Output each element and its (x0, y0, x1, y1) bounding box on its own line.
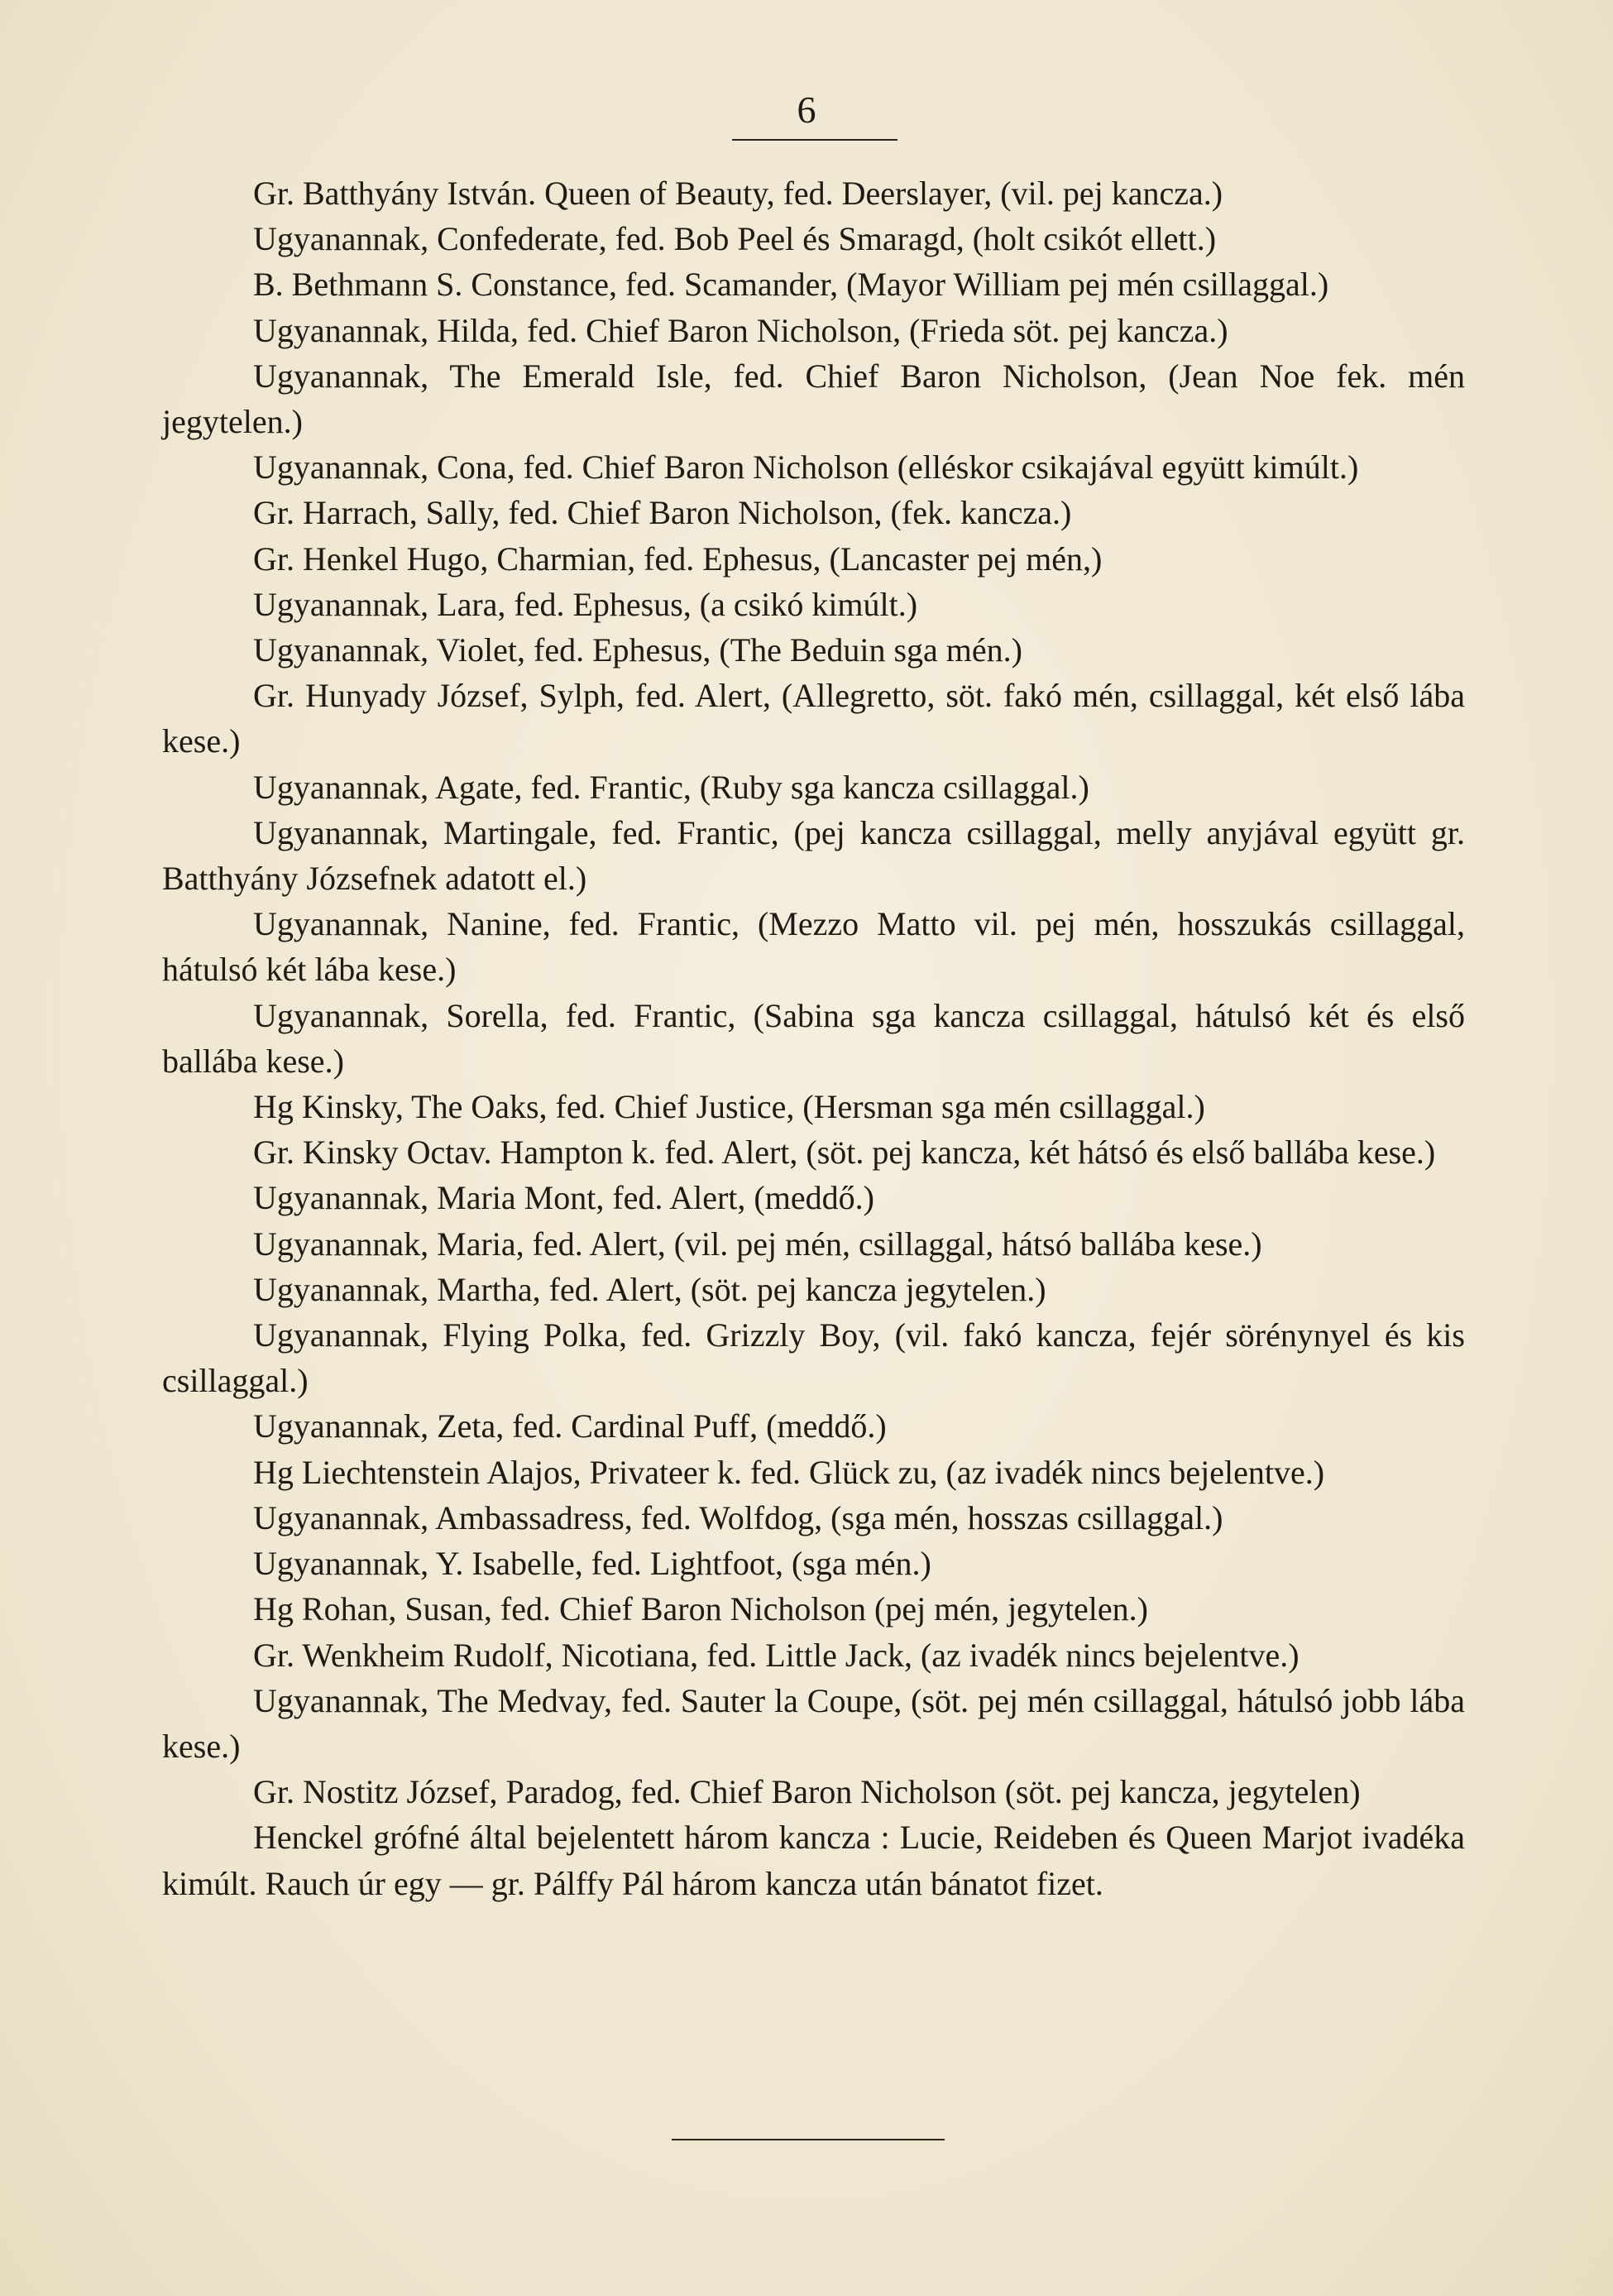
entry-item: Ugyanannak, Y. Isabelle, fed. Lightfoot, (sga mén.) (253, 1545, 931, 1583)
closing-paragraph: Henckel grófné által bejelentett három kancza : Lucie, Reideben és Queen Marjot ivadéka kimúlt. Rauch úr egy — gr. Pálffy Pál három kancza után bánatot fizet. (162, 1819, 1465, 1902)
entry-item: Hg Kinsky, The Oaks, fed. Chief Justice, (Hersman sga mén csillaggal.) (253, 1088, 1205, 1126)
entry-item: Ugyanannak, Hilda, fed. Chief Baron Nicholson, (Frieda söt. pej kancza.) (253, 311, 1228, 349)
entry-item: Ugyanannak, Agate, fed. Frantic, (Ruby sga kancza csillaggal.) (253, 768, 1089, 806)
entry-item: Gr. Harrach, Sally, fed. Chief Baron Nicholson, (fek. kancza.) (253, 494, 1072, 532)
entry-item: Ugyanannak, Zeta, fed. Cardinal Puff, (meddő.) (253, 1407, 887, 1445)
header-rule (732, 139, 897, 141)
entry-item: Ugyanannak, Martingale, fed. Frantic, (pej kancza csillaggal, melly anyjával együtt gr. Batthyány Józsefnek adatott el.) (162, 813, 1465, 898)
entry-item: Gr. Nostitz József, Paradog, fed. Chief Baron Nicholson (söt. pej kancza, jegytelen) (253, 1773, 1361, 1811)
entry-item: Gr. Wenkheim Rudolf, Nicotiana, fed. Little Jack, (az ivadék nincs bejelentve.) (253, 1636, 1299, 1674)
entry-item: Gr. Batthyány István. Queen of Beauty, fed. Deerslayer, (vil. pej kancza.) (253, 175, 1223, 212)
entry-item: Ugyanannak, Violet, fed. Ephesus, (The Beduin sga mén.) (253, 631, 1022, 669)
entry-item: Hg Rohan, Susan, fed. Chief Baron Nicholson (pej mén, jegytelen.) (253, 1590, 1148, 1628)
entry-item: Hg Liechtenstein Alajos, Privateer k. fed. Glück zu, (az ivadék nincs bejelentve.) (253, 1453, 1325, 1491)
entry-item: Ugyanannak, Maria, fed. Alert, (vil. pej mén, csillaggal, hátsó ballába kese.) (253, 1225, 1262, 1263)
entry-item: Gr. Kinsky Octav. Hampton k. fed. Alert, (söt. pej kancza, két hátsó és első ballába kese.) (253, 1134, 1436, 1172)
entry-item: Ugyanannak, Maria Mont, fed. Alert, (meddő.) (253, 1179, 874, 1217)
entry-item: Ugyanannak, Sorella, fed. Frantic, (Sabina sga kancza csillaggal, hátulsó két és első ballába kese.) (162, 996, 1465, 1080)
entry-item: B. Bethmann S. Constance, fed. Scamander, (Mayor William pej mén csillaggal.) (253, 266, 1329, 304)
footer-rule (672, 2139, 945, 2140)
entry-item: Gr. Hunyady József, Sylph, fed. Alert, (Allegretto, söt. fakó mén, csillaggal, két első lába kese.) (162, 677, 1465, 760)
entry-item: Ugyanannak, Confederate, fed. Bob Peel és Smaragd, (holt csikót ellett.) (253, 220, 1217, 258)
entry-item: Ugyanannak, Lara, fed. Ephesus, (a csikó kimúlt.) (253, 585, 918, 623)
entry-item: Gr. Henkel Hugo, Charmian, fed. Ephesus, (Lancaster pej mén,) (253, 539, 1103, 578)
entry-item: Ugyanannak, The Emerald Isle, fed. Chief Baron Nicholson, (Jean Noe fek. mén jegytelen.) (162, 357, 1465, 441)
page-number: 6 (797, 89, 816, 131)
entry-item: Ugyanannak, The Medvay, fed. Sauter la Coupe, (söt. pej mén csillaggal, hátulsó jobb lába kese.) (162, 1681, 1465, 1765)
entry-item: Ugyanannak, Ambassadress, fed. Wolfdog, (sga mén, hosszas csillaggal.) (253, 1498, 1223, 1536)
entry-item: Ugyanannak, Nanine, fed. Frantic, (Mezzo Matto vil. pej mén, hosszukás csillaggal, hátulsó két lába kese.) (162, 905, 1465, 989)
entry-item: Ugyanannak, Martha, fed. Alert, (söt. pej kancza jegytelen.) (253, 1270, 1046, 1308)
entry-item: Ugyanannak, Flying Polka, fed. Grizzly Boy, (vil. fakó kancza, fejér sörénynyel és kis csillaggal.) (162, 1316, 1465, 1400)
entry-item: Ugyanannak, Cona, fed. Chief Baron Nicholson (elléskor csikajával együtt kimúlt.) (253, 448, 1359, 487)
entry-list (162, 170, 1465, 1906)
